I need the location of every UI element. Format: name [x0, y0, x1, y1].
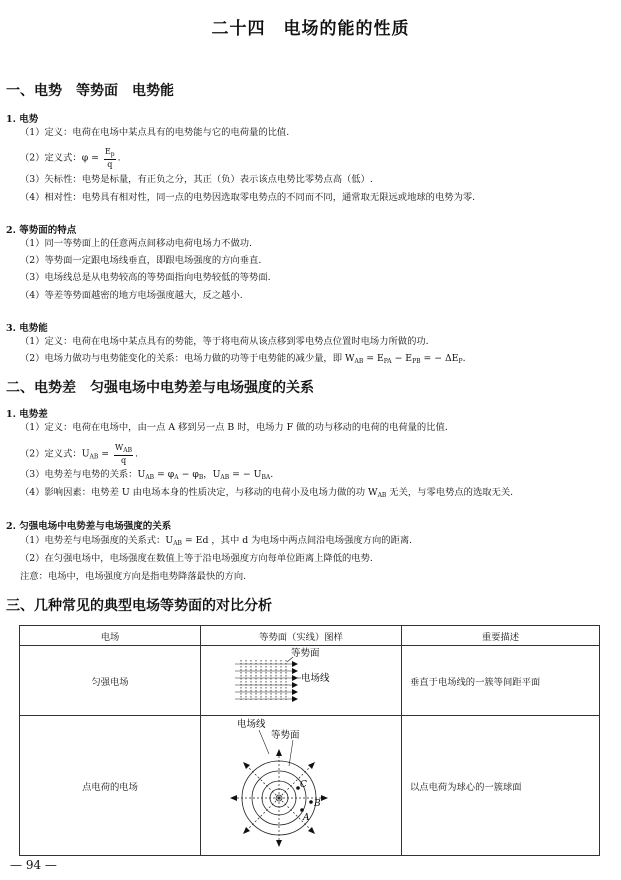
text-fragment: （3）电势差与电势的关系：U [20, 469, 146, 480]
numerator-text: W [115, 443, 124, 452]
subscript: AB [377, 492, 387, 499]
formula-line [20, 487, 513, 502]
arrow-heads [292, 661, 298, 702]
point-a-dot [300, 808, 304, 812]
table-header: 电场 [20, 626, 201, 646]
comparison-table [19, 625, 600, 856]
text-fragment: − φ [178, 469, 199, 480]
subscript: AB [173, 540, 182, 547]
subscript: AB [354, 358, 364, 365]
diagram-cell [201, 716, 402, 856]
diagram-cell [201, 646, 402, 716]
label-point-c: C [300, 780, 307, 790]
subscript: B [198, 474, 204, 481]
subheading-uniform-field: 2. 匀强电场中电势差与电场强度的关系 [6, 521, 172, 532]
text-line: （1）定义：电荷在电场中某点具有的电势能与它的电荷量的比值. [20, 127, 290, 138]
formula-line [20, 147, 121, 169]
subscript: p [110, 151, 115, 158]
table-row [20, 646, 600, 716]
text-fragment: （2）电场力做功与电势能变化的关系：电场力做的功等于电势能的减少量，即 W [20, 353, 355, 364]
text-fragment: ，U [203, 469, 221, 480]
page-title: 二十四 电场的能的性质 [211, 19, 410, 39]
label-point-a: A [303, 813, 310, 823]
formula-line [20, 443, 138, 465]
text-line: （1）同一等势面上的任意两点间移动电荷电场力不做功. [20, 238, 252, 249]
text-fragment: = E [363, 353, 384, 364]
table-header-row [20, 626, 600, 646]
label-field-line: 电场线 [237, 719, 266, 730]
text-fragment: 无关，与零电势点的选取无关. [386, 487, 514, 498]
text-line: （2）在匀强电场中，电场强度在数值上等于沿电场强度方向每单位距离上降低的电势. [20, 553, 373, 564]
text-fragment: − E [391, 353, 413, 364]
subscript: A [174, 474, 179, 481]
text-fragment: （4）影响因素：电势差 U 由电场本身的性质决定，与移动的电荷小及电场力做的功 W [20, 487, 378, 498]
text-fragment: . [117, 152, 121, 164]
subheading-potential-energy: 3. 电势能 [6, 323, 48, 334]
text-line: 注意：电场中，电场强度方向是指电势降落最快的方向. [20, 571, 247, 582]
table-cell: 垂直于电场线的一簇等间距平面 [402, 646, 600, 716]
table-row [20, 716, 600, 856]
fraction-numerator [114, 443, 133, 456]
fraction-denominator: q [120, 456, 127, 465]
text-line: （3）电场线总是从电势较高的等势面指向电势较低的等势面. [20, 272, 271, 283]
text-fragment: （2）定义式：U [20, 448, 90, 460]
text-fragment: = − U [229, 469, 262, 480]
text-line: （3）矢标性：电势是标量，有正负之分，其正（负）表示该点电势比零势点高（低）. [20, 174, 373, 185]
section-heading-3: 三、几种常见的典型电场等势面的对比分析 [6, 598, 272, 614]
subscript: AB [123, 447, 132, 454]
uniform-field-diagram [201, 646, 401, 712]
text-fragment: . [270, 469, 274, 480]
section-heading-1: 一、电势 等势面 电势能 [6, 83, 174, 99]
text-fragment: = [98, 448, 110, 460]
page-number: — 94 — [10, 858, 57, 872]
formula-line [20, 353, 466, 368]
text-line: （1）定义：电荷在电场中某点具有的势能，等于将电荷从该点移到零电势点位置时电场力所做的功. [20, 336, 429, 347]
label-equipotential: 等势面 [291, 648, 320, 659]
point-charge-diagram [201, 716, 401, 852]
subheading-potential: 1. 电势 [6, 114, 39, 125]
table-cell: 匀强电场 [20, 646, 201, 716]
label-point-b: B [314, 799, 321, 809]
fraction [114, 443, 133, 465]
point-b-dot [309, 800, 313, 804]
text-fragment: （1）电势差与电场强度的关系式：U [20, 535, 174, 546]
fraction-numerator [104, 147, 116, 160]
text-fragment: = φ [154, 469, 175, 480]
text-fragment: = Ed ，其中 d 为电场中两点间沿电场强度方向的距离. [181, 535, 413, 546]
formula-line [20, 535, 412, 550]
text-line: （4）相对性：电势具有相对性，同一点的电势因选取零电势点的不同而不同，通常取无限远或地球的电势为零. [20, 192, 476, 203]
subscript: P [458, 358, 463, 365]
table-header: 重要描述 [402, 626, 600, 646]
subscript: BA [261, 474, 271, 481]
section-heading-2: 二、电势差 匀强电场中电势差与电场强度的关系 [6, 380, 314, 396]
text-fragment: . [462, 353, 466, 364]
table-header: 等势面（实线）图样 [201, 626, 402, 646]
fraction-denominator: q [107, 160, 113, 169]
subscript: PA [383, 358, 392, 365]
subscript: AB [89, 453, 99, 461]
subheading-equipotential: 2. 等势面的特点 [6, 225, 77, 236]
text-fragment: . [135, 448, 138, 460]
formula-line [20, 469, 273, 484]
text-line: （4）等差等势面越密的地方电场强度越大，反之越小. [20, 290, 243, 301]
subheading-potential-difference: 1. 电势差 [6, 409, 48, 420]
text-fragment: （2）定义式：φ = [20, 152, 99, 164]
field-lines [235, 664, 292, 699]
text-fragment: = − ΔE [420, 353, 459, 364]
table-cell: 以点电荷为球心的一簇球面 [402, 716, 600, 856]
subscript: AB [145, 474, 155, 481]
numerator-text: E [104, 147, 111, 156]
text-line: （2）等势面一定跟电场线垂直，即跟电场强度的方向垂直. [20, 255, 262, 266]
label-field-line: 电场线 [301, 673, 330, 684]
table-cell: 点电荷的电场 [20, 716, 201, 856]
fraction [104, 147, 116, 169]
equipotential-planes [241, 660, 286, 700]
label-equipotential: 等势面 [271, 730, 300, 741]
subscript: AB [220, 474, 230, 481]
text-line: （1）定义：电荷在电场中，由一点 A 移到另一点 B 时，电场力 F 做的功与移动的电荷的电荷量的比值. [20, 422, 448, 433]
subscript: PB [412, 358, 421, 365]
